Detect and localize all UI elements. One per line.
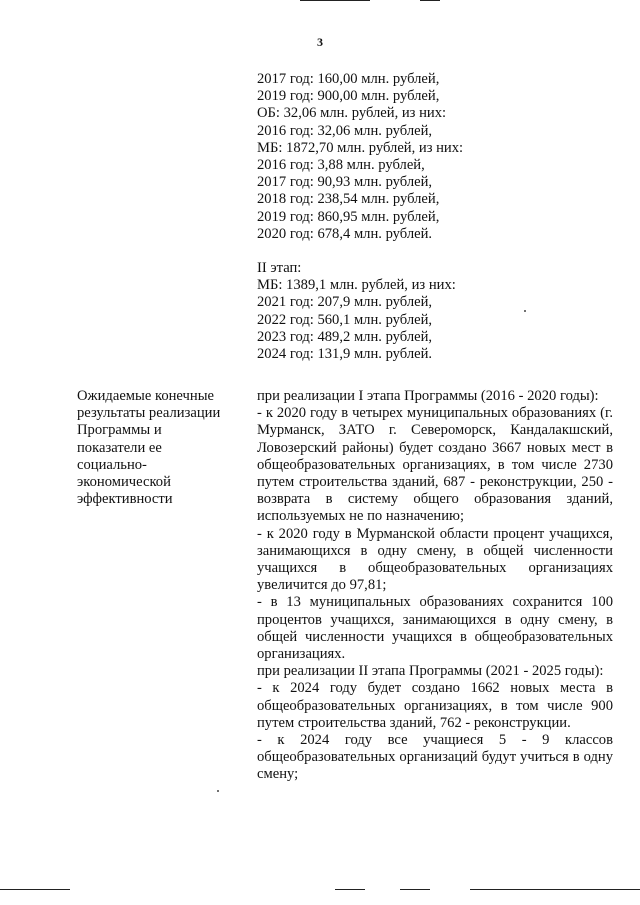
funding-line: 2018 год: 238,54 млн. рублей, xyxy=(257,191,440,208)
row-label-line: экономической xyxy=(77,474,171,491)
funding-line: 2019 год: 860,95 млн. рублей, xyxy=(257,208,440,225)
funding-line: МБ: 1389,1 млн. рублей, из них: xyxy=(257,277,456,294)
funding-line: 2017 год: 90,93 млн. рублей, xyxy=(257,174,433,191)
funding-block xyxy=(257,71,463,363)
row-label-line: социально- xyxy=(77,456,147,473)
results-paragraph: при реализации II этапа Программы (2021 - 2025 годы): xyxy=(257,663,604,680)
row-label-line: Ожидаемые конечные xyxy=(77,388,214,404)
results-paragraph: - к 2020 году в Мурманской области процент учащихся, занимающихся в одну смену, в общей численности учащихся в общеобразовательных организациях увеличится до 97,81; xyxy=(257,525,613,594)
scan-mark-bottom-4 xyxy=(470,889,640,890)
funding-line: МБ: 1872,70 млн. рублей, из них: xyxy=(257,139,464,156)
scan-mark-bottom-2 xyxy=(335,889,365,890)
funding-stage-1 xyxy=(257,71,463,243)
scan-mark-top-2 xyxy=(420,0,440,1)
results-paragraph: - в 13 муниципальных образованиях сохранится 100 процентов учащихся, занимающихся в одну смену, в общей численности учащихся в общеобразовательных организациях. xyxy=(257,594,613,663)
row-label-line: результаты реализации xyxy=(77,405,221,422)
scan-speck xyxy=(524,310,526,312)
funding-line: 2022 год: 560,1 млн. рублей, xyxy=(257,311,433,328)
row-label-line: Программы и xyxy=(77,422,162,439)
funding-line: ОБ: 32,06 млн. рублей, из них: xyxy=(257,105,447,122)
results-paragraph: - к 2024 году будет создано 1662 новых места в общеобразовательных организациях, в том числе 900 путем строительства зданий, 762 - реконструкции. xyxy=(257,680,613,731)
row-label-line: показатели ее xyxy=(77,439,162,456)
scan-mark-bottom-3 xyxy=(400,889,430,890)
results-paragraph: - к 2020 году в четырех муниципальных образованиях (г. Мурманск, ЗАТО г. Североморск, Кандалакшский, Ловозерский районы) будет создано 3667 новых мест в общеобразовательных организациях, в том числе 2730 путем строительства зданий, 687 - реконструкции, 250 - возврата в систему общего образования зданий, используемых не по назначению; xyxy=(257,405,613,525)
results-paragraph: при реализации I этапа Программы (2016 - 2020 годы): xyxy=(257,388,599,404)
funding-line: 2016 год: 3,88 млн. рублей, xyxy=(257,157,425,174)
funding-line: 2023 год: 489,2 млн. рублей, xyxy=(257,328,433,345)
page-number: 3 xyxy=(317,35,323,49)
funding-line: 2020 год: 678,4 млн. рублей. xyxy=(257,225,433,242)
scan-speck xyxy=(217,790,219,792)
funding-line: 2021 год: 207,9 млн. рублей, xyxy=(257,294,433,311)
scan-mark-bottom-1 xyxy=(0,889,70,890)
expected-results-text xyxy=(257,388,613,784)
funding-stage-2 xyxy=(257,260,463,363)
results-paragraph: - к 2024 году все учащиеся 5 - 9 классов общеобразовательных организаций будут учиться в одну смену; xyxy=(257,732,613,783)
row-label-expected-results xyxy=(77,388,237,508)
row-label-line: эффективности xyxy=(77,491,173,508)
scan-mark-top-1 xyxy=(300,0,370,1)
funding-line: 2016 год: 32,06 млн. рублей, xyxy=(257,122,433,139)
funding-line: 2019 год: 900,00 млн. рублей, xyxy=(257,88,440,105)
funding-line: 2017 год: 160,00 млн. рублей, xyxy=(257,71,440,87)
funding-stage-heading: II этап: xyxy=(257,260,302,277)
funding-line: 2024 год: 131,9 млн. рублей. xyxy=(257,346,433,363)
